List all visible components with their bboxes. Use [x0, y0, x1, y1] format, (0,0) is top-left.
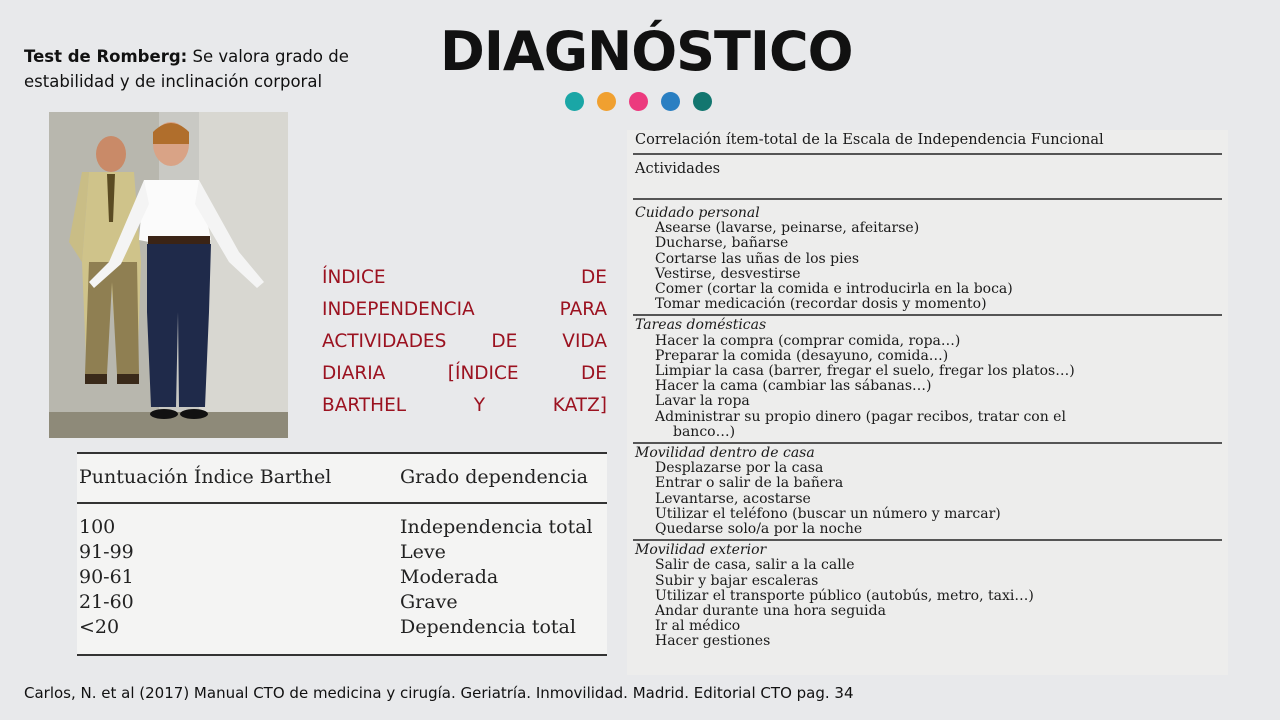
fim-section-heading: Movilidad exterior: [635, 542, 767, 559]
barthel-grade: Grave: [400, 591, 458, 613]
barthel-score: <20: [79, 616, 120, 638]
fim-activity-item: Entrar o salir de la bañera: [655, 475, 844, 492]
barthel-katz-index-heading: [322, 262, 607, 422]
barthel-header-grade: Grado dependencia: [400, 466, 588, 488]
fim-activity-item: Levantarse, acostarse: [655, 490, 811, 507]
barthel-grade: Independencia total: [400, 516, 593, 538]
table-rule: [77, 654, 607, 656]
fim-section-heading: Cuidado personal: [635, 205, 760, 221]
barthel-score: 21-60: [79, 591, 134, 613]
fim-activity-item: Utilizar el teléfono (buscar un número y marcar): [655, 505, 1001, 522]
barthel-grade: Moderada: [400, 566, 499, 588]
fim-activity-item: Ir al médico: [655, 618, 741, 635]
romberg-label: Test de Romberg:: [24, 47, 188, 66]
index-title-line: DIARIA [ÍNDICE DE: [322, 363, 607, 384]
fim-activity-item: Hacer la compra (comprar comida, ropa…): [655, 332, 961, 349]
fim-activity-item: Salir de casa, salir a la calle: [655, 557, 855, 574]
fim-title: Correlación ítem-total de la Escala de Independencia Funcional: [635, 132, 1104, 148]
index-title-line: BARTHEL Y KATZ]: [322, 395, 607, 416]
index-title-line: INDEPENDENCIA PARA: [322, 299, 607, 320]
fim-activity-item: Andar durante una hora seguida: [655, 603, 886, 619]
fim-activity-item: Cortarse las uñas de los pies: [655, 250, 860, 267]
dot-5: [693, 92, 712, 111]
barthel-score: 91-99: [79, 541, 134, 563]
section-divider: [633, 314, 1222, 316]
fim-activity-item: Limpiar la casa (barrer, fregar el suelo, fregar los platos…): [655, 363, 1075, 379]
barthel-header-score: Puntuación Índice Barthel: [79, 466, 332, 488]
barthel-score: 100: [79, 516, 116, 538]
barthel-grade: Dependencia total: [400, 616, 576, 638]
fim-activity-item: Quedarse solo/a por la noche: [655, 521, 863, 537]
barthel-score-table: [77, 452, 607, 656]
romberg-text: Se valora grado de estabilidad y de inclinación corporal: [24, 47, 349, 91]
fim-section-heading: Tareas domésticas: [635, 317, 767, 334]
fim-activity-item: Lavar la ropa: [655, 393, 750, 410]
barthel-score: 90-61: [79, 566, 134, 588]
table-rule: [633, 198, 1222, 200]
dot-4: [661, 92, 680, 111]
fim-section-heading: Movilidad dentro de casa: [635, 445, 815, 461]
fim-header: Actividades: [635, 161, 721, 177]
romberg-test-photo: [49, 112, 288, 438]
fim-activity-item: banco…): [673, 423, 736, 440]
fim-activity-item: Hacer gestiones: [655, 633, 771, 650]
romberg-description: [24, 44, 404, 94]
dot-2: [597, 92, 616, 111]
section-divider: [633, 539, 1222, 541]
fim-activity-item: Ducharse, bañarse: [655, 235, 789, 252]
table-rule: [633, 153, 1222, 155]
fim-activity-item: Asearse (lavarse, peinarse, afeitarse): [655, 220, 920, 237]
romberg-photo-illustration: [49, 112, 288, 438]
citation: Carlos, N. et al (2017) Manual CTO de medicina y cirugía. Geriatría. Inmovilidad. Madrid. Editorial CTO pag. 34: [24, 684, 854, 702]
fim-activity-item: Subir y bajar escaleras: [655, 572, 819, 589]
fim-activity-item: Desplazarse por la casa: [655, 460, 824, 477]
section-divider: [633, 442, 1222, 444]
table-rule: [77, 502, 607, 504]
index-title-line: ACTIVIDADES DE VIDA: [322, 331, 607, 352]
fim-activity-item: Utilizar el transporte público (autobús, metro, taxi…): [655, 587, 1034, 604]
fim-activity-item: Administrar su propio dinero (pagar recibos, tratar con el: [655, 408, 1066, 425]
functional-independence-table: [627, 130, 1228, 675]
decorative-dots: [565, 92, 712, 111]
page-title: DIAGNÓSTICO: [440, 20, 853, 83]
dot-3: [629, 92, 648, 111]
fim-activity-item: Tomar medicación (recordar dosis y momento): [655, 296, 987, 313]
fim-activity-item: Vestirse, desvestirse: [655, 265, 801, 282]
barthel-grade: Leve: [400, 541, 446, 563]
fim-activity-item: Hacer la cama (cambiar las sábanas…): [655, 378, 932, 395]
fim-activity-item: Comer (cortar la comida e introducirla en la boca): [655, 281, 1013, 297]
fim-activity-item: Preparar la comida (desayuno, comida…): [655, 347, 949, 364]
table-rule: [77, 452, 607, 454]
dot-1: [565, 92, 584, 111]
index-title-line: ÍNDICE DE: [322, 267, 607, 288]
